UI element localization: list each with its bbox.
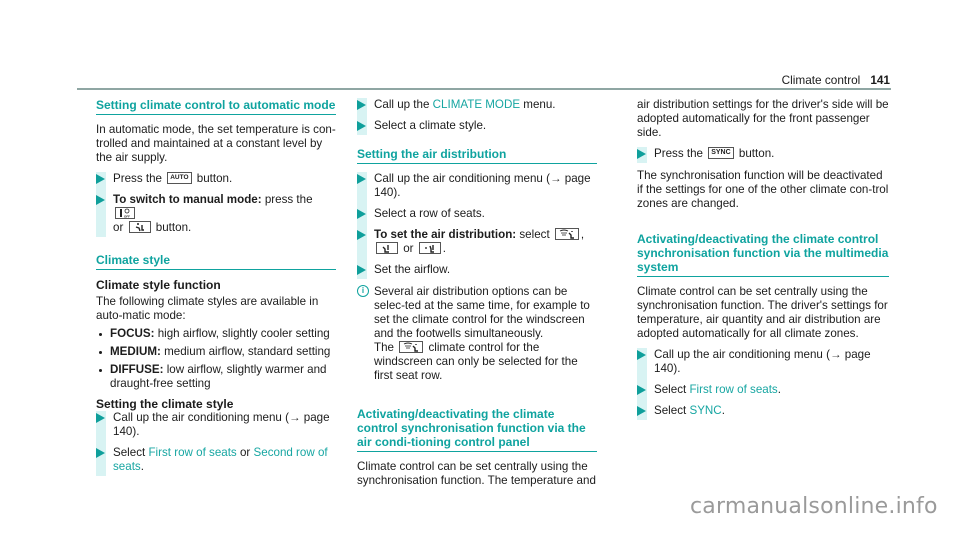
page-number: 141 [870,73,890,87]
running-header [782,73,890,87]
section-title: Climate control [781,73,861,87]
subheading-setting-climate-style: Setting the climate style [96,397,234,411]
heading-sync-control-panel: Activating/deactivating the climate control synchronisation function via the air condi-tioning control panel [357,407,597,452]
step-item: Press the AUTO button. [96,172,336,186]
step-arrow-icon [357,209,366,219]
header-divider [77,88,891,90]
sync-link[interactable]: SYNC [689,404,722,417]
watermark: carmanualsonline.info [690,494,938,519]
column-left [96,98,336,482]
step-arrow-icon [637,406,646,416]
automatic-mode-steps [96,172,336,235]
fan-off-button-icon [115,207,135,219]
climate-style-intro: The following climate styles are available in auto-matic mode: [96,295,319,322]
sync-panel-intro: Climate control can be set centrally using the synchronisation function. The temperature and [357,460,596,487]
step-arrow-icon [96,195,105,205]
first-row-of-seats-link[interactable]: First row of seats [148,446,237,459]
windscreen-footwell-icon [399,341,423,353]
auto-button-icon: AUTO [167,172,191,184]
heading-automatic-mode: Setting climate control to automatic mode [96,98,336,115]
step-arrow-icon [357,230,366,240]
step-item: To set the air distribution: select , or . [357,228,597,256]
step-arrow-icon [96,174,105,184]
step-item: Press the SYNC button. [637,147,889,161]
info-icon: i [357,285,369,297]
windscreen-footwell-icon [555,228,579,240]
air-distribution-steps [357,172,597,277]
first-row-of-seats-link[interactable]: First row of seats [689,383,778,396]
heading-sync-multimedia: Activating/deactivating the climate control synchronisation function via the multimedia system [637,232,889,277]
sync-multimedia-intro: Climate control can be set centrally using the synchronisation function. The driver's settings for temperature, air quantity and air distribution are adopted automatically for all climate zones. [637,285,888,340]
list-item: FOCUS: high airflow, slightly cooler setting [96,327,336,341]
step-arrow-icon [637,149,646,159]
step-arrow-icon [357,121,366,131]
climate-mode-steps [357,98,597,133]
sync-panel-continued: air distribution settings for the driver's side will be adopted automatically for the front passenger side. [637,98,889,139]
sync-panel-steps [637,147,889,161]
sync-multimedia-steps [637,348,889,418]
svg-text:OFF: OFF [124,214,130,218]
sync-button-icon: SYNC [708,147,733,159]
step-item: Call up the air conditioning menu (→ page 140). [637,348,889,376]
step-item: Select a climate style. [357,119,597,133]
list-item: DIFFUSE: low airflow, slightly warmer and draught-free setting [96,363,336,391]
step-arrow-icon [357,174,366,184]
step-item: To switch to manual mode: press the OFF or button. [96,193,336,235]
step-arrow-icon [96,448,105,458]
climate-style-steps [96,411,336,474]
column-middle [357,98,597,495]
air-distribution-button-icon [129,221,151,233]
heading-climate-style: Climate style [96,253,336,270]
step-arrow-icon [637,385,646,395]
step-arrow-icon [96,413,105,423]
climate-style-list [96,327,336,391]
step-arrow-icon [357,265,366,275]
sync-deactivation-note: The synchronisation function will be deactivated if the settings for one of the other climate con-trol zones are changed. [637,169,889,210]
step-item: Call up the air conditioning menu (→ page 140). [357,172,597,200]
step-item: Call up the air conditioning menu (→ page 140). [96,411,336,439]
step-item: Call up the CLIMATE MODE menu. [357,98,597,112]
climate-mode-link[interactable]: CLIMATE MODE [432,98,521,111]
step-item: Select SYNC. [637,404,889,418]
step-item: Select a row of seats. [357,207,597,221]
center-footwell-icon [419,242,441,254]
step-item: Set the airflow. [357,263,597,277]
footwell-icon [376,242,398,254]
automatic-mode-intro: In automatic mode, the set temperature is con-trolled and maintained at a constant level by the air supply. [96,123,336,164]
subheading-climate-style-function: Climate style function [96,278,221,292]
heading-air-distribution: Setting the air distribution [357,147,597,164]
step-item: Select First row of seats or Second row of seats. [96,446,336,474]
second-row-of-seats-link[interactable]: Second row of seats [113,446,328,473]
info-note: i Several air distribution options can be selec-ted at the same time, for example to set the climate control for the windscreen and the footwells simultaneously. The climate control for the windscreen can only be selected for the first seat row. [357,285,597,383]
step-arrow-icon [637,350,646,360]
step-item: Select First row of seats. [637,383,889,397]
step-arrow-icon [357,100,366,110]
column-right [637,98,889,426]
list-item: MEDIUM: medium airflow, standard setting [96,345,336,359]
